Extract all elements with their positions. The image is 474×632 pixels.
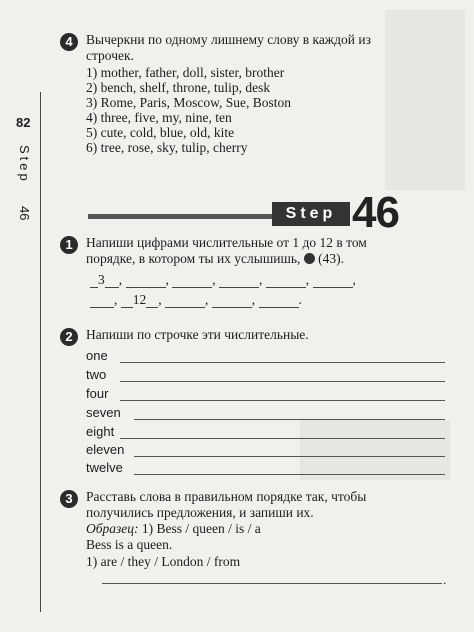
given-number: 12 bbox=[132, 292, 147, 307]
answer-blank[interactable] bbox=[266, 275, 306, 288]
task-2-number: 2 bbox=[60, 328, 78, 346]
audio-disc-icon bbox=[304, 253, 315, 264]
answer-blank[interactable] bbox=[219, 275, 259, 288]
task-4-number: 4 bbox=[60, 33, 78, 51]
numeral-word: seven bbox=[86, 405, 121, 420]
answer-blank[interactable] bbox=[212, 295, 252, 308]
task-3-instruction-line1: Расставь слова в правильном порядке так, чтобы bbox=[86, 489, 367, 504]
writing-line[interactable] bbox=[120, 381, 445, 382]
numeral-word: two bbox=[86, 367, 107, 382]
task-4-line: 5) cute, cold, blue, old, kite bbox=[86, 125, 235, 140]
example-text: 1) Bess / queen / is / a bbox=[141, 521, 261, 536]
task-4-line: 4) three, five, my, nine, ten bbox=[86, 110, 232, 125]
answer-blank[interactable] bbox=[259, 295, 299, 308]
example-label: Образец: bbox=[86, 521, 139, 536]
bleed-through-area bbox=[385, 10, 465, 190]
task-1-instruction-line2 bbox=[86, 251, 344, 267]
answer-blank[interactable] bbox=[172, 275, 212, 288]
writing-line[interactable] bbox=[134, 474, 445, 475]
given-number: 3 bbox=[98, 272, 105, 287]
task-1-instruction-text: порядке, в котором ты их услышишь, bbox=[86, 251, 301, 266]
numeral-word: eleven bbox=[86, 442, 125, 457]
answer-blank[interactable] bbox=[90, 275, 98, 288]
numeral-word: twelve bbox=[86, 460, 123, 475]
writing-line[interactable] bbox=[120, 362, 445, 363]
task-1-number: 1 bbox=[60, 236, 78, 254]
answer-blank[interactable] bbox=[126, 275, 166, 288]
task-4-line: 6) tree, rose, sky, tulip, cherry bbox=[86, 140, 248, 155]
task-3-item-1: 1) are / they / London / from bbox=[86, 554, 241, 569]
task-1-answer-row-1: 3 , , , , , , bbox=[90, 272, 356, 288]
step-header-bar bbox=[88, 214, 288, 219]
page-number: 82 bbox=[16, 115, 31, 130]
task-3-example-answer: Bess is a queen. bbox=[86, 537, 173, 552]
sidebar-step-word: Step bbox=[17, 145, 32, 184]
task-1-instruction-line1: Напиши цифрами числительные от 1 до 12 в том bbox=[86, 235, 367, 250]
writing-line[interactable] bbox=[134, 456, 445, 457]
sidebar-step-number: 46 bbox=[17, 206, 32, 221]
bleed-through-area bbox=[300, 420, 450, 480]
writing-line[interactable] bbox=[120, 438, 445, 439]
numeral-word: eight bbox=[86, 424, 115, 439]
answer-blank[interactable] bbox=[121, 295, 133, 308]
line-end-period: . bbox=[443, 572, 447, 587]
numeral-word: one bbox=[86, 348, 108, 363]
audio-track-number: (43). bbox=[318, 251, 345, 266]
task-2-instruction: Напиши по строчке эти числительные. bbox=[86, 327, 309, 342]
answer-blank[interactable] bbox=[105, 275, 119, 288]
writing-line[interactable] bbox=[134, 419, 445, 420]
answer-blank[interactable] bbox=[313, 275, 353, 288]
numeral-word: four bbox=[86, 386, 109, 401]
step-header-number: 46 bbox=[352, 188, 399, 237]
step-header-label: Step bbox=[272, 202, 350, 226]
task-3-instruction-line2: получились предложения, и запиши их. bbox=[86, 505, 314, 520]
answer-blank[interactable] bbox=[165, 295, 205, 308]
task-4-instruction-line2: строчек. bbox=[86, 48, 134, 63]
answer-blank[interactable] bbox=[146, 295, 158, 308]
task-4-line: 2) bench, shelf, throne, tulip, desk bbox=[86, 80, 271, 95]
answer-blank[interactable] bbox=[90, 295, 114, 308]
task-3-example bbox=[86, 521, 261, 537]
writing-line[interactable] bbox=[120, 400, 445, 401]
sidebar-divider bbox=[40, 92, 41, 612]
task-4-instruction-line1: Вычеркни по одному лишнему слову в каждой из bbox=[86, 32, 371, 47]
task-3-number: 3 bbox=[60, 490, 78, 508]
task-4-line: 3) Rome, Paris, Moscow, Sue, Boston bbox=[86, 95, 291, 110]
task-1-answer-row-2: , 12 , , , . bbox=[90, 292, 302, 308]
task-4-line: 1) mother, father, doll, sister, brother bbox=[86, 65, 285, 80]
writing-line[interactable] bbox=[102, 583, 442, 584]
